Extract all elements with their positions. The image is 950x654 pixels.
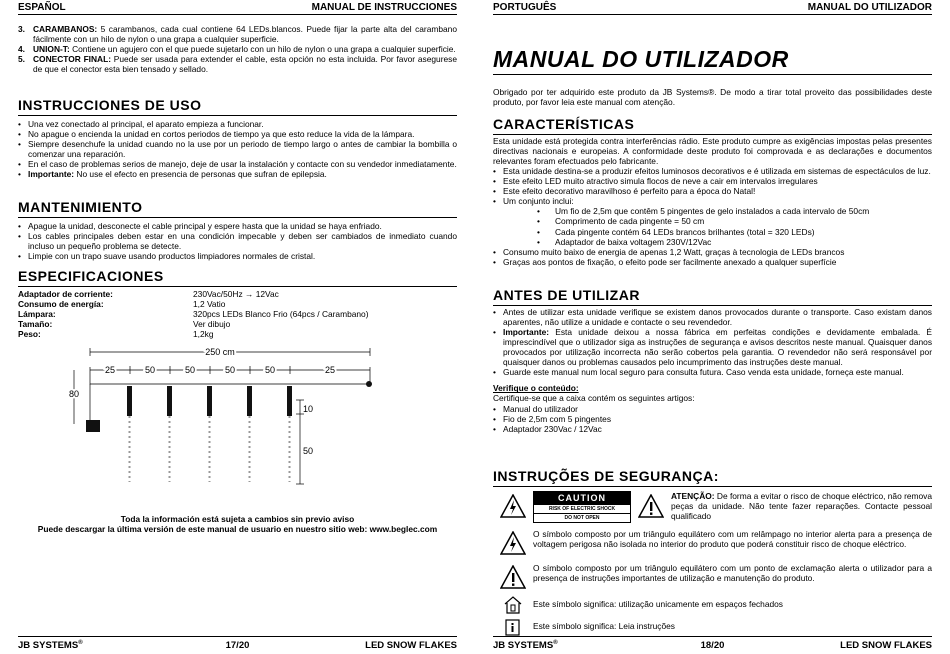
spec-value: 1,2kg bbox=[193, 329, 214, 340]
part-text: 5 carambanos, cada cual contiene 64 LEDs.blancos. Puede fijar la parte alta del carambano fácilmente con un hilo de nylon o una grapa a cualquier superficie. bbox=[33, 24, 457, 45]
list-item: • Siempre desenchufe la unidad cuando no la use por un periodo de tiempo largo o antes de cambiar la bombilla o comenzar una reparación. bbox=[18, 139, 457, 159]
features-list-2 bbox=[493, 247, 932, 267]
list-item: • Este efeito decorativo maravilhoso é perfeito para a época do Natal! bbox=[493, 186, 932, 196]
list-item: • Adaptador de baixa voltagem 230V/12Vac bbox=[537, 237, 932, 247]
spec-key: Consumo de energía: bbox=[18, 298, 104, 309]
header-title: MANUAL DO UTILIZADOR bbox=[807, 2, 932, 13]
section-heading: ESPECIFICACIONES bbox=[18, 268, 457, 287]
caution-label bbox=[533, 491, 631, 523]
list-item: • Antes de utilizar esta unidade verifique se existem danos provocados durante o transporte. Caso existam danos aparentes, não utilize a unidade e contacte o seu revendedor. bbox=[493, 307, 932, 327]
part-number: 4. bbox=[18, 44, 25, 55]
attention-body: De forma a evitar o risco de choque eléctrico, não remova peças da unidade. Não tente fazer reparações. Contacte pessoal qualificado bbox=[671, 490, 932, 521]
title-section bbox=[493, 46, 932, 107]
dim-segment: 25 bbox=[104, 365, 116, 375]
list-item: • Um conjunto inclui: bbox=[493, 196, 932, 206]
section-heading: INSTRUÇÕES DE SEGURANÇA: bbox=[493, 468, 932, 487]
parts-list bbox=[18, 24, 457, 74]
list-item: • Graças aos pontos de fixação, o efeito pode ser facilmente anexado a qualquer superfície bbox=[493, 257, 932, 267]
list-item: • Guarde este manual num local seguro para consulta futura. Caso venda esta unidade, forneça este manual. bbox=[493, 367, 932, 377]
symbol-text: O símbolo composto por um triângulo equilátero com um relâmpago no interior alerta para a presença de voltagem perigosa não isolada no interior do produto que poderá constituir risco de choque eléctrico. bbox=[533, 528, 932, 549]
section-heading: INSTRUCCIONES DE USO bbox=[18, 97, 457, 116]
read-instructions-icon bbox=[493, 617, 533, 637]
maintenance-list bbox=[18, 221, 457, 261]
list-item: • Apague la unidad, desconecte el cable principal y espere hasta que la unidad se haya enfriado. bbox=[18, 221, 457, 231]
list-item: • Cada pingente contém 64 LEDs brancos brilhantes (total = 320 LEDs) bbox=[537, 227, 932, 237]
symbol-row bbox=[493, 617, 932, 637]
header-language: PORTUGUÊS bbox=[493, 2, 557, 13]
part-item bbox=[18, 24, 457, 44]
symbol-row bbox=[493, 595, 932, 615]
part-item bbox=[18, 44, 457, 54]
list-item: • Manual do utilizador bbox=[493, 404, 932, 414]
list-item: • Comprimento de cada pingente = 50 cm bbox=[537, 216, 932, 226]
header-title: MANUAL DE INSTRUCCIONES bbox=[311, 2, 457, 13]
list-item: • Limpie con un trapo suave usando productos limpiadores normales de cristal. bbox=[18, 251, 457, 261]
caution-title: CAUTION bbox=[534, 492, 630, 505]
instructions-section bbox=[18, 97, 457, 179]
important-text: No use el efecto en presencia de personas que sufran de epilepsia. bbox=[74, 169, 327, 180]
notice-section bbox=[18, 514, 457, 534]
important-text: Esta unidade deixou a nossa fábrica em perfeitas condições e devidamente embalada. É imprescindível que o utilizador siga as instruções de segurança e avisos descritos neste manual. Quaisquer danos provocados por utilização incorrecta não serão cobertos pela garantia. O revendedor não será responsável por quaisquer danos ou problemas causados pelo incumprimento das instruções deste manual. bbox=[503, 326, 932, 368]
features-list bbox=[493, 166, 932, 206]
footer-product: LED SNOW FLAKES bbox=[365, 640, 457, 651]
caution-subtitle: DO NOT OPEN bbox=[534, 513, 630, 522]
spec-value: 1,2 Vatio bbox=[193, 298, 226, 309]
page-header bbox=[18, 2, 457, 15]
spec-key: Lámpara: bbox=[18, 308, 56, 319]
part-text: Puede ser usada para extender el cable, esta opción no esta incluida. Por favor asegurese de que el conector esta bien tensado y sellado. bbox=[33, 54, 457, 75]
safety-section bbox=[493, 468, 932, 637]
list-item: • Los cables principales deben estar en una condición impecable y deben ser cambiados de inmediato cuando incluso un pequeño problema se detecte. bbox=[18, 231, 457, 251]
registered-mark: ® bbox=[78, 640, 83, 646]
section-heading: ANTES DE UTILIZAR bbox=[493, 287, 932, 306]
dim-total: 250 cm bbox=[205, 347, 235, 357]
caution-subtitle: RISK OF ELECTRIC SHOCK bbox=[548, 505, 616, 512]
verify-list bbox=[493, 404, 932, 434]
before-use-section bbox=[493, 287, 932, 434]
lightning-triangle-icon bbox=[493, 529, 533, 557]
brand-text: JB SYSTEMS bbox=[493, 640, 554, 652]
list-item: • Adaptador 230Vac / 12Vac bbox=[493, 424, 932, 434]
specs-table bbox=[18, 289, 457, 339]
symbol-text: O símbolo composto por um triângulo equilátero com um ponto de exclamação alerta o utilizador para a presença de instruções importantes de utilização e manutenção do produto. bbox=[533, 562, 932, 583]
attention-text bbox=[671, 491, 932, 521]
footer-product: LED SNOW FLAKES bbox=[840, 640, 932, 651]
notice-line: Toda la información está sujeta a cambios sin previo aviso bbox=[120, 514, 355, 524]
before-list bbox=[493, 307, 932, 378]
kit-list bbox=[537, 206, 932, 246]
registered-mark: ® bbox=[553, 640, 558, 646]
symbol-row bbox=[493, 563, 932, 591]
list-item: • No apague o encienda la unidad en cortos periodos de tiempo ya que esto reduce la vida de la lámpara. bbox=[18, 129, 457, 139]
page-header bbox=[493, 2, 932, 15]
dim-segment: 50 bbox=[184, 365, 196, 375]
page-title: MANUAL DO UTILIZADOR bbox=[493, 46, 932, 75]
part-term: UNION-T: bbox=[33, 44, 70, 55]
spec-key: Adaptador de corriente: bbox=[18, 288, 113, 299]
part-number: 5. bbox=[18, 54, 25, 65]
instructions-list bbox=[18, 119, 457, 179]
dimension-diagram bbox=[60, 342, 400, 510]
brand-text: JB SYSTEMS bbox=[18, 640, 79, 652]
parts-list-section bbox=[18, 24, 457, 74]
right-page bbox=[475, 0, 950, 654]
specs-section bbox=[18, 268, 457, 339]
exclamation-triangle-icon bbox=[493, 563, 533, 591]
list-item bbox=[18, 169, 457, 179]
footer-brand bbox=[493, 640, 558, 652]
header-language: ESPAÑOL bbox=[18, 2, 66, 13]
list-item: • Una vez conectado al principal, el aparato empieza a funcionar. bbox=[18, 119, 457, 129]
features-intro: Esta unidade está protegida contra interferências rádio. Este produto cumpre as exigências impostas pelas presentes directivas nacionais e europeias. A conformidade deste produto foi comprovada e as declarações e documentos relevantes foram efectuados pelo fabricante. bbox=[493, 135, 932, 166]
symbol-text: Este símbolo significa: Leia instruções bbox=[533, 620, 675, 631]
part-term: CONECTOR FINAL: bbox=[33, 54, 112, 65]
list-item: • Este efeito LED muito atractivo simula flocos de neve a cair em intervalos irregulares bbox=[493, 176, 932, 186]
lightning-triangle-icon bbox=[493, 491, 533, 521]
verify-intro: Certifique-se que a caixa contém os seguintes artigos: bbox=[493, 393, 695, 404]
adapter-plug bbox=[86, 420, 100, 432]
spec-value: 320pcs LEDs Blanco Frio (64pcs / Carambano) bbox=[193, 308, 369, 319]
part-text: Contiene un agujero con el que puede sujetarlo con un hilo de nylon o una grapa a cualquier superficie. bbox=[69, 44, 456, 55]
page-footer bbox=[18, 636, 457, 652]
page-number: 17/20 bbox=[225, 640, 250, 651]
list-item: • Um fio de 2,5m que contêm 5 pingentes de gelo instalados a cada intervalo de 50cm bbox=[537, 206, 932, 216]
page-number: 18/20 bbox=[700, 640, 725, 651]
dim-height: 80 bbox=[68, 389, 80, 399]
caution-row bbox=[493, 491, 932, 523]
notice-line: Puede descargar la última versión de este manual de usuario en nuestro sitio web: www.beglec.com bbox=[37, 524, 438, 535]
spec-value: 230Vac/50Hz → 12Vac bbox=[193, 288, 279, 299]
important-label: Importante: bbox=[503, 326, 550, 337]
indoor-use-icon bbox=[493, 595, 533, 615]
list-item: • Esta unidade destina-se a produzir efeitos luminosos decorativos e é utilizada em sistemas de espectáculos de luz. bbox=[493, 166, 932, 176]
list-item: • Fio de 2,5m com 5 pingentes bbox=[493, 414, 932, 424]
page-footer bbox=[493, 636, 932, 652]
spec-key: Peso: bbox=[18, 329, 41, 340]
footer-brand bbox=[18, 640, 83, 652]
section-heading: MANTENIMIENTO bbox=[18, 199, 457, 218]
dim-segment: 50 bbox=[264, 365, 276, 375]
dim-segment: 25 bbox=[324, 365, 336, 375]
symbol-row bbox=[493, 529, 932, 557]
intro-text: Obrigado por ter adquirido este produto da JB Systems®. De modo a tirar total proveito das possibilidades deste produto, por favor leia este manual com atenção. bbox=[493, 86, 932, 107]
dim-segment: 50 bbox=[224, 365, 236, 375]
list-item: • Consumo muito baixo de energia de apenas 1,2 Watt, graças à tecnologia de LEDs brancos bbox=[493, 247, 932, 257]
list-item: • En el caso de problemas serios de manejo, deje de usar la instalación y contacte con su vendedor inmediatamente. bbox=[18, 159, 457, 169]
spec-key: Tamaño: bbox=[18, 319, 53, 330]
verify-heading: Verifique o conteúdo: bbox=[493, 383, 579, 394]
dim-icicle: 50 bbox=[302, 446, 314, 456]
section-heading: CARACTERÍSTICAS bbox=[493, 116, 932, 135]
exclamation-triangle-icon bbox=[631, 491, 671, 521]
part-number: 3. bbox=[18, 24, 25, 34]
spec-value: Ver dibujo bbox=[193, 319, 231, 330]
dim-segment: 50 bbox=[144, 365, 156, 375]
dim-top: 10 bbox=[302, 404, 314, 414]
part-item bbox=[18, 54, 457, 74]
list-item bbox=[493, 327, 932, 367]
attention-label: ATENÇÃO: bbox=[671, 490, 715, 501]
features-section bbox=[493, 116, 932, 267]
maintenance-section bbox=[18, 199, 457, 261]
important-label: Importante: bbox=[28, 169, 75, 180]
symbol-text: Este símbolo significa: utilização unicamente em espaços fechados bbox=[533, 598, 783, 609]
part-term: CARAMBANOS: bbox=[33, 24, 98, 34]
